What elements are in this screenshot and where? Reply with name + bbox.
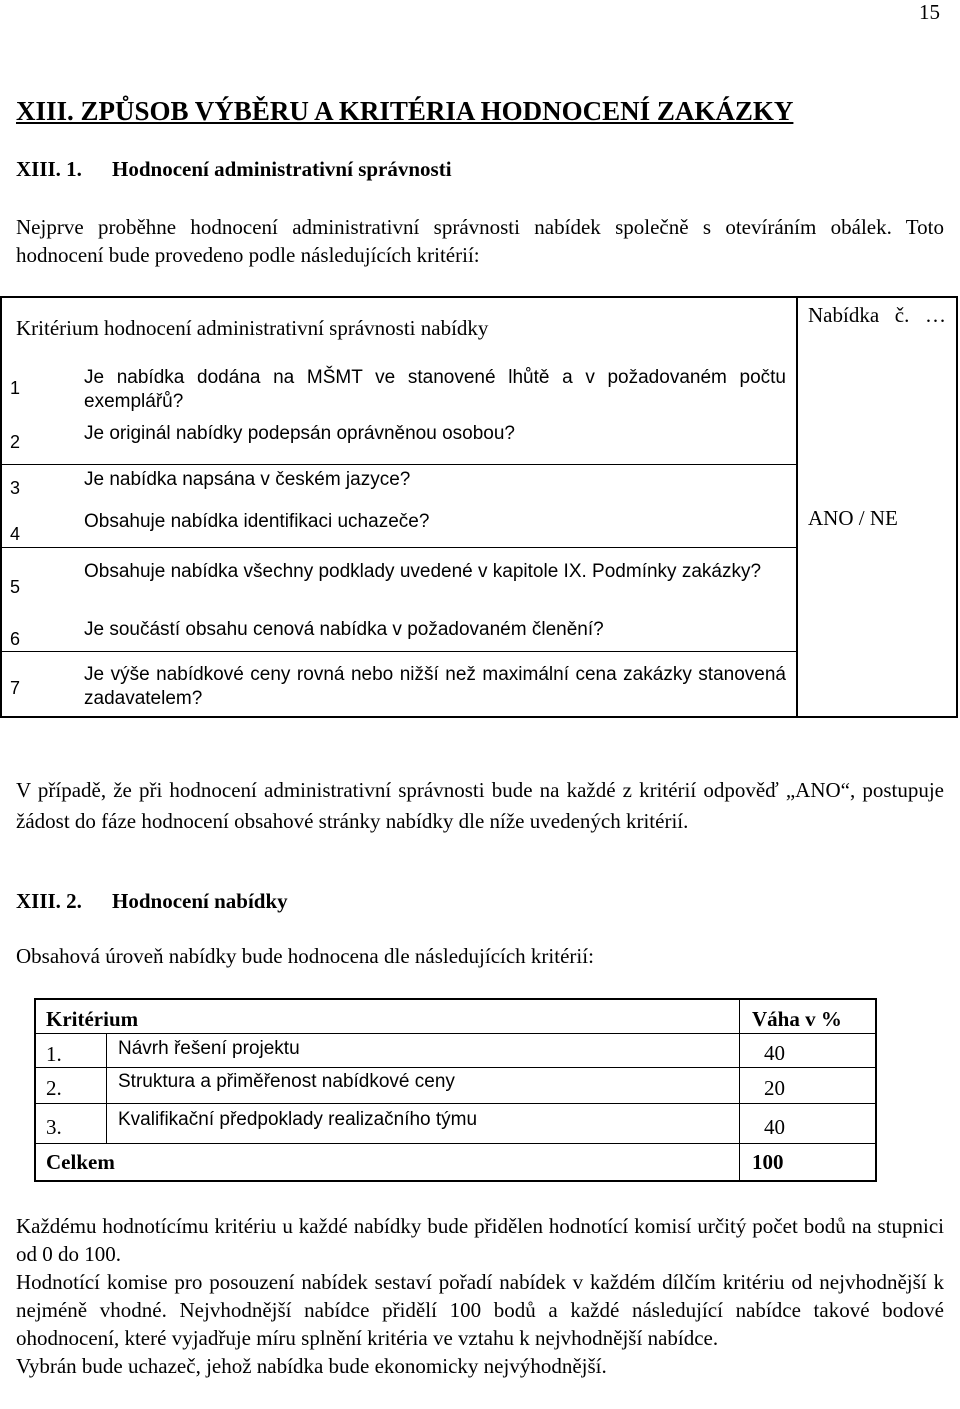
criterion-weight: 20	[764, 1076, 785, 1100]
criterion-name: Struktura a přiměřenost nabídkové ceny	[118, 1071, 455, 1092]
criterion-weight: 40	[764, 1115, 785, 1139]
criterion-text: Je výše nabídkové ceny rovná nebo nižší než maximální cena zakázky stanovená zadavatelem?	[84, 664, 786, 709]
row-number: 5	[10, 577, 21, 597]
weight-column-header: Váha v %	[752, 1007, 842, 1031]
admin-result-paragraph: V případě, že při hodnocení administrativní správnosti bude na každé z kritérií odpověď „ANO“, postupuje žádost do fáze hodnocení obsahové stránky nabídky dle níže uvedených kritérií.	[16, 778, 944, 833]
page-number: 15	[919, 0, 940, 24]
criterion-text: Je originál nabídky podepsán oprávněnou osobou?	[84, 423, 515, 444]
admin-table-header: Kritérium hodnocení administrativní správnosti nabídky	[16, 316, 489, 340]
criterion-number: 3.	[46, 1115, 62, 1139]
row-number: 7	[10, 678, 21, 698]
section1-title: Hodnocení administrativní správnosti	[112, 157, 452, 181]
section1-intro: Nejprve proběhne hodnocení administrativní správnosti nabídek společně s otevíráním obálek. Toto hodnocení bude provedeno podle následujících kritérií:	[16, 215, 944, 267]
section2-intro: Obsahová úroveň nabídky bude hodnocena dle následujících kritérií:	[16, 944, 594, 968]
section1-number: XIII. 1.	[16, 157, 82, 181]
evaluation-criteria-table	[34, 998, 877, 1182]
total-weight: 100	[752, 1150, 784, 1174]
scoring-text	[16, 1212, 944, 1380]
criterion-text: Obsahuje nabídka identifikaci uchazeče?	[84, 511, 430, 532]
criterion-text: Obsahuje nabídka všechny podklady uvedené v kapitole IX. Podmínky zakázky?	[84, 561, 762, 582]
criterion-name: Návrh řešení projektu	[118, 1038, 300, 1059]
section1-heading	[16, 157, 452, 182]
section2-number: XIII. 2.	[16, 889, 82, 913]
section2-title: Hodnocení nabídky	[112, 889, 288, 913]
section2-heading	[16, 889, 288, 914]
row-number: 1	[10, 378, 21, 398]
row-number: 4	[10, 524, 21, 544]
total-label: Celkem	[46, 1150, 115, 1174]
criterion-name: Kvalifikační předpoklady realizačního týmu	[118, 1109, 478, 1130]
criterion-weight: 40	[764, 1041, 785, 1065]
criterion-number: 1.	[46, 1042, 62, 1066]
criterion-column-header: Kritérium	[46, 1007, 139, 1031]
criterion-number: 2.	[46, 1076, 62, 1100]
chapter-title: XIII. ZPŮSOB VÝBĚRU A KRITÉRIA HODNOCENÍ ZAKÁZKY	[16, 96, 794, 126]
scoring-paragraph: Každému hodnotícímu kritériu u každé nabídky bude přidělen hodnotící komisí určitý počet bodů na stupnici od 0 do 100.	[16, 1214, 944, 1266]
scoring-paragraph: Hodnotící komise pro posouzení nabídek sestaví pořadí nabídek v každém dílčím kritériu od nejvhodnější k nejméně vhodné. Nejvhodnější nabídce přidělí 100 bodů a každé následující nabídce takové bodové ohodnocení, které vyjadřuje míru splnění kritéria ve vztahu k nejvhodnější nabídce.	[16, 1270, 944, 1350]
admin-criteria-table	[0, 296, 958, 718]
criterion-text: Je nabídka dodána na MŠMT ve stanovené lhůtě a v požadovaném počtu exemplářů?	[84, 367, 786, 412]
offer-number-header: Nabídka č. …	[808, 303, 946, 327]
row-number: 6	[10, 629, 21, 649]
criterion-text: Je nabídka napsána v českém jazyce?	[84, 469, 411, 490]
answer-options: ANO / NE	[808, 506, 898, 530]
row-number: 2	[10, 432, 21, 452]
criterion-text: Je součástí obsahu cenová nabídka v požadovaném členění?	[84, 619, 604, 640]
row-number: 3	[10, 478, 21, 498]
scoring-paragraph: Vybrán bude uchazeč, jehož nabídka bude ekonomicky nejvýhodnější.	[16, 1354, 607, 1378]
